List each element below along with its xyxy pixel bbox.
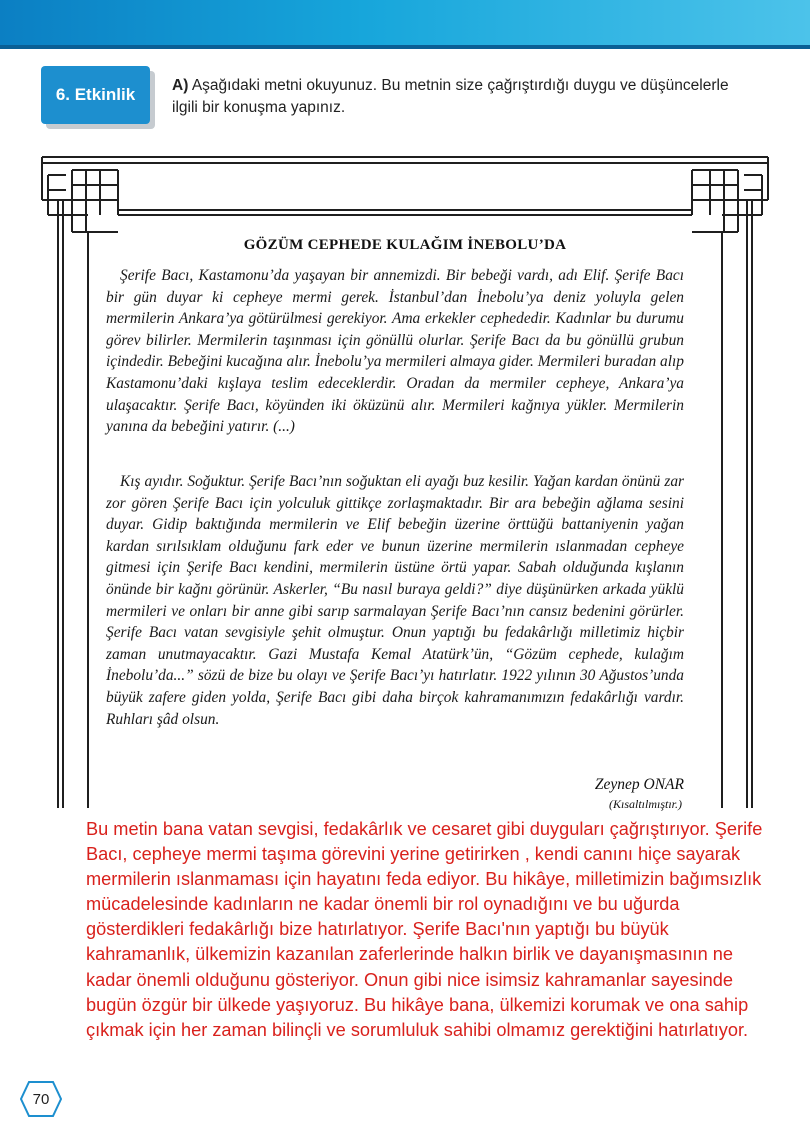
instruction-body: Aşağıdaki metni okuyunuz. Bu metnin size çağrıştırdığı duygu ve düşüncelerle ilgili bir konuşma yapınız. [172, 77, 729, 116]
story-paragraph: Şerife Bacı, Kastamonu’da yaşayan bir annemizdi. Bir bebeği vardı, adı Elif. Şerife Bacı bir gün duyar ki cepheye mermi gerek. İstanbul’dan İnebolu’ya deniz yoluyla gelen mermilerin Ankara’ya götürülmesi gerekiyor. Ama erkekler cephededir. Kadınlar bu durumu görev bilirler. Mermilerin taşınması için gönüllü olurlar. Şerife Bacı da bu gönüllü grubun içindedir. Bebeğini kucağına alır. İnebolu’ya mermileri almaya gider. Mermileri buradan alıp Kastamonu’daki kışlaya teslim edeceklerdir. Oradan da mermiler cepheye, Ankara’ya ulaşacaktır. Şerife Bacı, köyünden iki öküzünü alır. Mermileri kağnıya yükler. Mermilerin yanına da bebeğini yatırır. (...) [106, 267, 684, 436]
abridged-note: (Kısaltılmıştır.) [608, 797, 682, 811]
instruction-letter: A) [172, 77, 189, 94]
student-answer: Bu metin bana vatan sevgisi, fedakârlık ve cesaret gibi duyguları çağrıştırıyor. Şerife Bacı, cepheye mermi taşıma görevini yerine getirirken , kendi canını hiçe sayarak mermilerin ıslanmaması için hayatını feda ediyor. Bu hikâye, milletimizin bağımsızlık mücadelesinde kadınların ne kadar önemli bir rol oynadığını ve bu uğurda gösterdikleri fedakârlığı bize hatırlatıyor. Şerife Bacı'nın yaptığı bu büyük kahramanlık, ülkemizin kazanılan zaferlerinde halkın birlik ve dayanışmasının ne kadar önemli olduğunu gösteriyor. Onun gibi nice isimsiz kahramanlar sayesinde bugün özgür bir ülkede yaşıyoruz. Bu hikâye bana, ülkemizi korumak ve ona sahip çıkmak için her zaman bilinçli ve sorumluluk sahibi olmamız gerektiğini hatırlatıyor. [86, 819, 763, 1040]
author-name: Zeynep ONAR [594, 776, 684, 793]
activity-badge: 6. Etkinlik [41, 66, 150, 124]
page-number-label: 70 [32, 1090, 50, 1108]
page-number [20, 1081, 62, 1117]
story-paragraph: Kış ayıdır. Soğuktur. Şerife Bacı’nın soğuktan eli ayağı buz kesilir. Yağan kardan önünü zar zor gören Şerife Bacı için yolculuk gittikçe zorlaşmaktadır. Bir ara bebeğin ağlama sesini duyar. Gidip baktığında mermilerin ve Elif bebeğin üzerine örttüğü battaniyenin yağan kardan sırılsıklam olduğunu fark eder ve bunun üzerine mermilerin ıslanmadan cepheye gitmesi için Şerife Bacı kendini, mermilerin üstüne örtü yapar. Sabah olduğunda kışlanın önünde bir kağnı görünür. Askerler, “Bu nasıl buraya geldi?” diye düşünürken arkada yüklü mermileri ve onları bir anne gibi sarıp sarmalayan Şerife Bacı’nın cansız bedenini görürler. Şerife Bacı vatan sevgisiyle şehit olmuştur. Onun yaptığı bu fedakârlığı milletimiz hiçbir zaman unutmayacaktır. Gazi Mustafa Kemal Atatürk’ün, “Gözüm cephede, kulağım İnebolu’da...” sözü de bize bu olayı ve Şerife Bacı’yı hatırlatır. 1922 yılının 30 Ağustos’unda büyük zafere giden yolda, Şerife Bacı gibi daha birçok kahramanımızın fedakârlığı vardır. Ruhları şâd olsun. [106, 473, 684, 728]
story-title: GÖZÜM CEPHEDE KULAĞIM İNEBOLU’DA [243, 237, 567, 253]
